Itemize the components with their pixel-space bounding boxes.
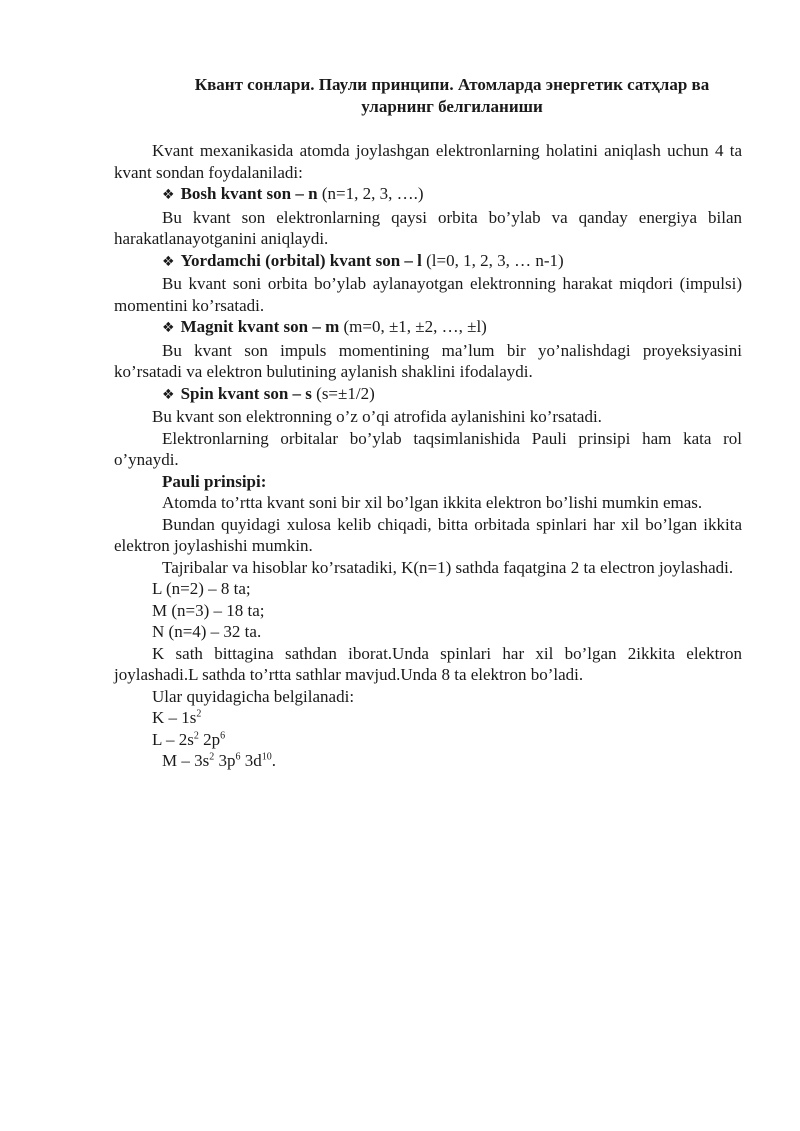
notation-m: M – $3s^2$ $3p^6$ $3d^{10}$. bbox=[162, 751, 276, 770]
pauli-role-paragraph: Elektronlarning orbitalar bo’ylab taqsimlanishida Pauli prinsipi ham kata rol o’ynaydi. bbox=[114, 428, 742, 469]
diamond-bullet-icon: ❖ bbox=[162, 187, 175, 203]
diamond-bullet-icon: ❖ bbox=[162, 253, 175, 270]
notation-intro: Ular quyidagicha belgilanadi: bbox=[152, 686, 355, 706]
level-line: L (n=2) – 8 ta; bbox=[152, 579, 251, 598]
level-line: N (n=4) – 32 ta. bbox=[152, 622, 262, 641]
document-page bbox=[114, 74, 742, 772]
quantum-number-description-s: Bu kvant son elektronning o’z o’qi atrofida aylanishini ko’rsatadi. bbox=[152, 407, 602, 426]
page-title bbox=[114, 74, 742, 118]
quantum-number-description-m: Bu kvant son impuls momentining ma’lum bir yo’nalishdagi proyeksiyasini ko’rsatadi va elektron bulutining aylanish shaklini ifodalaydi. bbox=[114, 340, 742, 381]
experiment-paragraph: Tajribalar va hisoblar ko’rsatadiki, K(n=1) sathda faqatgina 2 ta electron joylashadi. bbox=[162, 557, 734, 577]
quantum-number-description-l: Bu kvant soni orbita bo’ylab aylanayotgan elektronning harakat miqdori (impulsi) momentini ko’rsatadi. bbox=[114, 274, 742, 315]
title-line-1: Квант сонлари. Паули принципи. Атомларда энергетик сатҳлар ва bbox=[194, 75, 710, 94]
diamond-bullet-icon: ❖ bbox=[162, 320, 175, 336]
quantum-number-heading-n: ❖ Bosh kvant son – n (n=1, 2, 3, ….) bbox=[162, 184, 424, 203]
level-line: M (n=3) – 18 ta; bbox=[152, 600, 265, 620]
intro-paragraph: Kvant mexanikasida atomda joylashgan elektronlarning holatini aniqlash uchun 4 ta kvant sondan foydalaniladi: bbox=[114, 141, 742, 182]
quantum-number-heading-s: ❖ Spin kvant son – s (s=±1/2) bbox=[162, 383, 375, 403]
title-line-2: уларнинг белгиланиши bbox=[361, 97, 543, 116]
pauli-text: Atomda to’rtta kvant soni bir xil bo’lgan ikkita elektron bo’lishi mumkin emas. bbox=[162, 493, 703, 512]
quantum-number-heading-m: ❖ Magnit kvant son – m (m=0, ±1, ±2, …, ±l) bbox=[162, 317, 487, 336]
conclusion-paragraph: Bundan quyidagi xulosa kelib chiqadi, bitta orbitada spinlari har xil bo’lgan ikkita elektron joylashishi mumkin. bbox=[114, 514, 742, 555]
quantum-number-heading-l: ❖ Yordamchi (orbital) kvant son – l (l=0, 1, 2, 3, … n-1) bbox=[162, 250, 564, 270]
pauli-heading: Pauli prinsipi: bbox=[162, 471, 267, 491]
quantum-number-description-n: Bu kvant son elektronlarning qaysi orbita bo’ylab va qanday energiya bilan harakatlanayotganini aniqlaydi. bbox=[114, 207, 742, 248]
diamond-bullet-icon: ❖ bbox=[162, 386, 175, 403]
k-level-paragraph: K sath bittagina sathdan iborat.Unda spinlari har xil bo’lgan 2ikkita elektron joylashadi.L sathda to’rtta sathlar mavjud.Unda 8 ta elektron bo’ladi. bbox=[114, 643, 742, 684]
notation-k: K – $1s^2$ bbox=[152, 708, 202, 727]
notation-l: L – $2s^2$ $2p^6$ bbox=[152, 729, 226, 749]
